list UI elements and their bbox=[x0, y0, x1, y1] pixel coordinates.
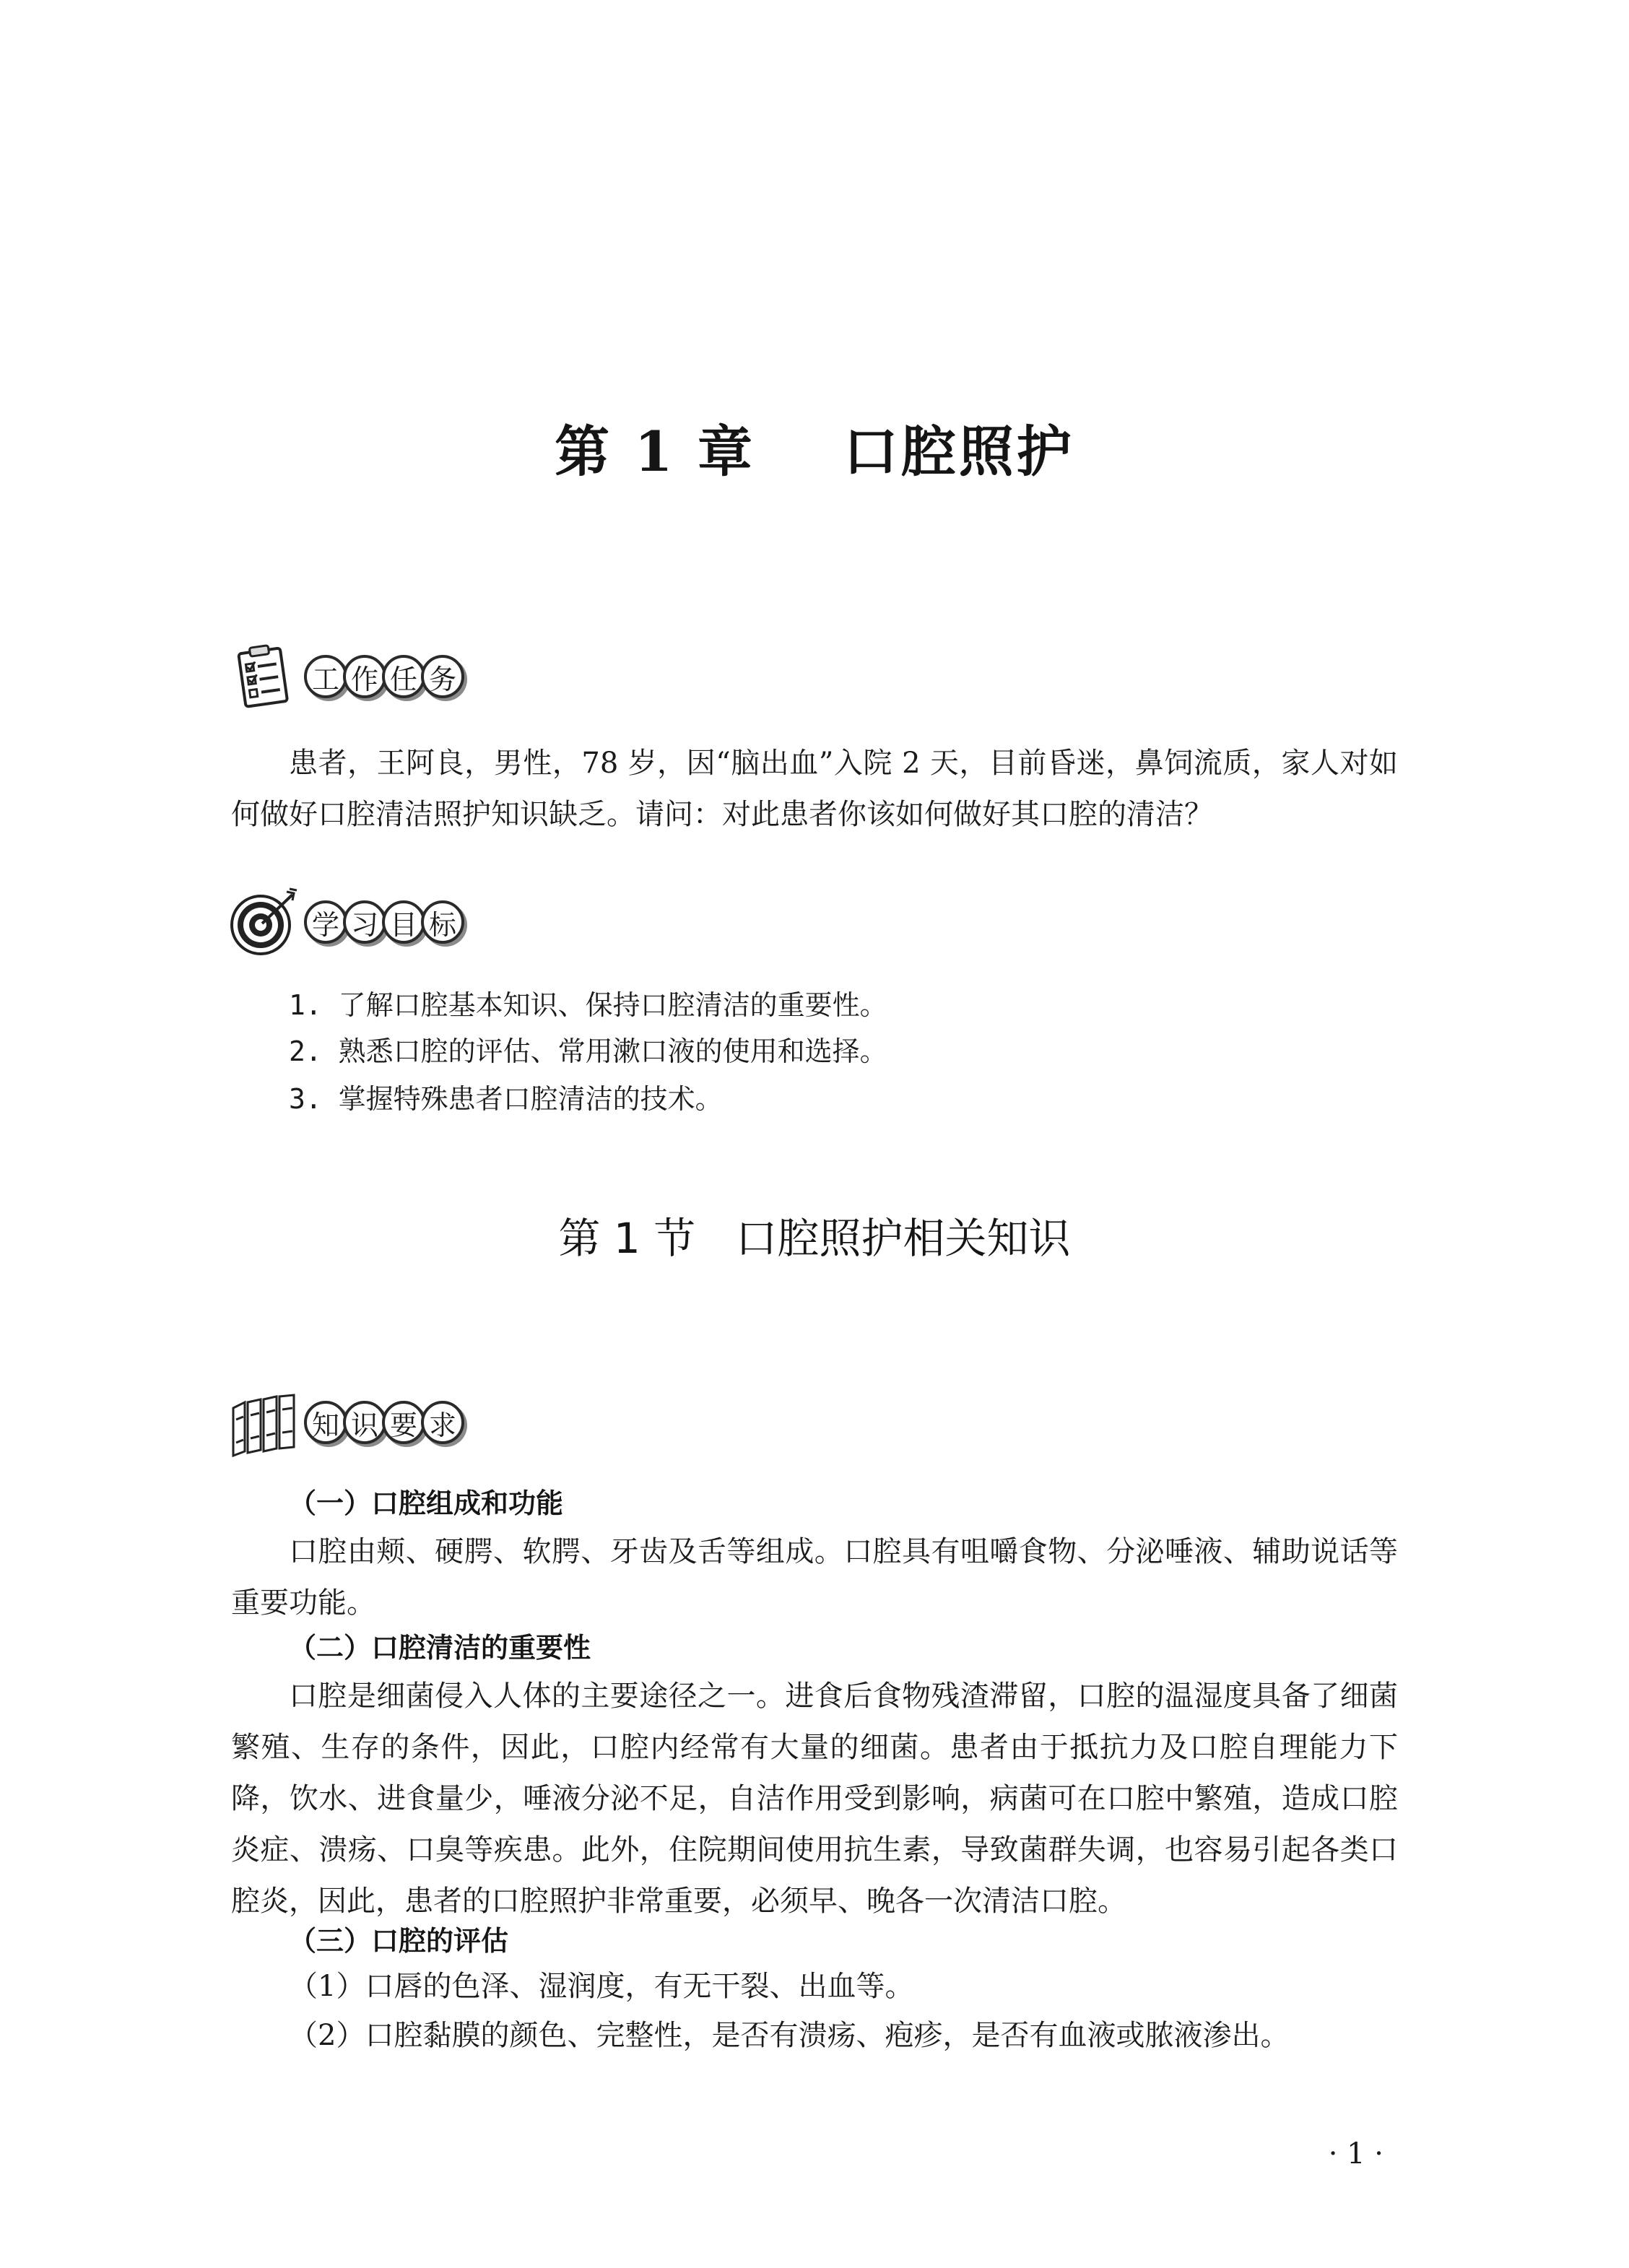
heading-char: 目 bbox=[382, 900, 425, 944]
heading-char: 求 bbox=[421, 1401, 464, 1444]
assessment-item: （2）口腔黏膜的颜色、完整性，是否有溃疡、疱疹，是否有血液或脓液渗出。 bbox=[289, 2019, 1290, 2052]
heading-char: 识 bbox=[343, 1401, 386, 1444]
assessment-item: （1）口唇的色泽、湿润度，有无干裂、出血等。 bbox=[289, 1970, 914, 2003]
work-task-paragraph: 患者，王阿良，男性，78 岁，因“脑出血”入院 2 天，目前昏迷，鼻饲流质，家人对如何做好口腔清洁照护知识缺乏。请问：对此患者你该如何做好其口腔的清洁？ bbox=[231, 747, 1398, 831]
heading-char: 知 bbox=[304, 1401, 347, 1444]
section-title: 第 1 节 口腔照护相关知识 bbox=[558, 1214, 1071, 1263]
heading-char: 学 bbox=[304, 900, 347, 944]
subsection-title: （三）口腔的评估 bbox=[289, 1925, 509, 1957]
heading-char: 作 bbox=[343, 655, 386, 698]
heading-char: 工 bbox=[304, 655, 347, 698]
heading-char: 要 bbox=[382, 1401, 425, 1444]
page-number: · 1 · bbox=[1328, 2137, 1383, 2171]
learning-goal-item: 1. 了解口腔基本知识、保持口腔清洁的重要性。 bbox=[289, 989, 887, 1021]
subsection-title: （二）口腔清洁的重要性 bbox=[289, 1632, 591, 1664]
heading-char: 任 bbox=[382, 655, 425, 698]
heading-char: 习 bbox=[343, 900, 386, 944]
clipboard-checklist-icon bbox=[227, 640, 300, 713]
knowledge-heading bbox=[227, 1383, 460, 1462]
learning-goals-heading bbox=[227, 882, 460, 962]
chapter-title: 第 1 章 口腔照护 bbox=[555, 420, 1074, 484]
heading-char: 标 bbox=[421, 900, 464, 944]
learning-goal-item: 3. 掌握特殊患者口腔清洁的技术。 bbox=[289, 1083, 723, 1115]
target-dart-icon bbox=[227, 886, 300, 958]
learning-goal-item: 2. 熟悉口腔的评估、常用漱口液的使用和选择。 bbox=[289, 1035, 887, 1067]
work-task-heading bbox=[227, 637, 460, 716]
heading-char: 务 bbox=[421, 655, 464, 698]
subsection-title: （一）口腔组成和功能 bbox=[289, 1487, 564, 1519]
subsection-paragraph: 口腔是细菌侵入人体的主要途径之一。进食后食物残渣滞留，口腔的温湿度具备了细菌繁殖、生存的条件，因此，口腔内经常有大量的细菌。患者由于抵抗力及口腔自理能力下降，饮水、进食量少，唾液分泌不足，自洁作用受到影响，病菌可在口腔中繁殖，造成口腔炎症、溃疡、口臭等疾患。此外，住院期间使用抗生素，导致菌群失调，也容易引起各类口腔炎，因此，患者的口腔照护非常重要，必须早、晚各一次清洁口腔。 bbox=[231, 1680, 1398, 1918]
subsection-paragraph: 口腔由颊、硬腭、软腭、牙齿及舌等组成。口腔具有咀嚼食物、分泌唾液、辅助说话等重要功能。 bbox=[231, 1535, 1398, 1620]
books-icon bbox=[227, 1386, 300, 1459]
